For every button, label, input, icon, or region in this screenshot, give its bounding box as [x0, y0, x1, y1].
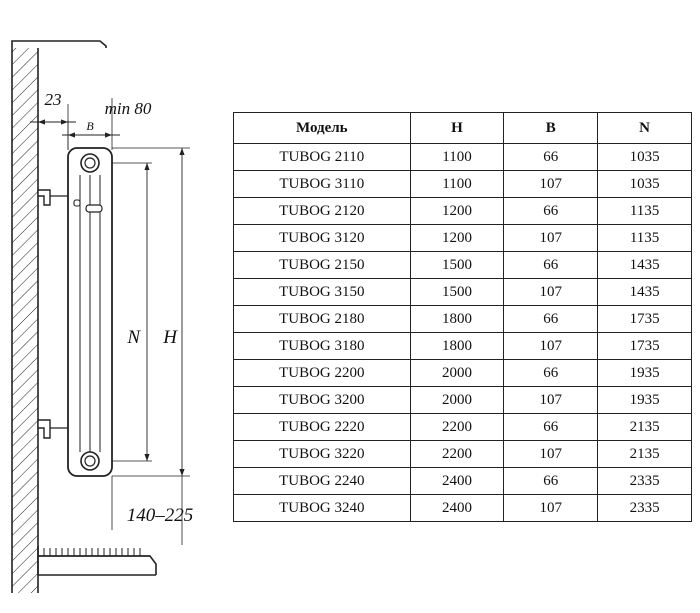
table-row [234, 198, 692, 225]
column-header-model: Модель [234, 113, 411, 144]
cell-b: 66 [504, 198, 598, 225]
table-row [234, 171, 692, 198]
cell-n: 1735 [598, 333, 692, 360]
cell-model: TUBOG 3150 [234, 279, 411, 306]
cell-b: 66 [504, 414, 598, 441]
cell-h: 2000 [410, 360, 504, 387]
cell-b: 107 [504, 387, 598, 414]
cell-b: 107 [504, 171, 598, 198]
cell-h: 1800 [410, 333, 504, 360]
dimension-n [112, 163, 152, 461]
wall-hatch [12, 48, 38, 593]
cell-n: 1435 [598, 252, 692, 279]
dimension-min-80 [62, 98, 152, 150]
cell-h: 1500 [410, 279, 504, 306]
table-row [234, 387, 692, 414]
cell-n: 1435 [598, 279, 692, 306]
table-header-row [234, 113, 692, 144]
wall-bracket-upper [38, 190, 68, 205]
table-row [234, 468, 692, 495]
dimension-n-text: N [127, 327, 140, 348]
cell-n: 1935 [598, 360, 692, 387]
cell-model: TUBOG 3200 [234, 387, 411, 414]
cell-n: 2135 [598, 414, 692, 441]
cell-h: 2200 [410, 441, 504, 468]
dimension-min-80-label: min 80 [104, 99, 152, 118]
table-row [234, 360, 692, 387]
radiator-model-spec-table-wrap [233, 112, 692, 522]
cell-model: TUBOG 3240 [234, 495, 411, 522]
cell-h: 2400 [410, 495, 504, 522]
column-header-b: B [504, 113, 598, 144]
cell-h: 1200 [410, 225, 504, 252]
table-row [234, 144, 692, 171]
cell-b: 107 [504, 279, 598, 306]
cell-b: 66 [504, 468, 598, 495]
cell-b: 66 [504, 306, 598, 333]
column-header-n: N [598, 113, 692, 144]
dimension-b-label: B [86, 119, 94, 133]
table-row [234, 279, 692, 306]
table-row [234, 441, 692, 468]
cell-b: 66 [504, 360, 598, 387]
dimension-h-text: H [163, 327, 177, 348]
cell-model: TUBOG 2110 [234, 144, 411, 171]
cell-n: 1935 [598, 387, 692, 414]
table-row [234, 225, 692, 252]
cell-h: 1100 [410, 144, 504, 171]
cell-b: 107 [504, 225, 598, 252]
cell-b: 107 [504, 441, 598, 468]
cell-model: TUBOG 2200 [234, 360, 411, 387]
cell-model: TUBOG 3180 [234, 333, 411, 360]
cell-model: TUBOG 2150 [234, 252, 411, 279]
table-row [234, 306, 692, 333]
table-row [234, 414, 692, 441]
table-row [234, 252, 692, 279]
dimension-floor-distance [112, 476, 193, 545]
radiator-body [68, 148, 112, 476]
column-header-h: H [410, 113, 504, 144]
cell-n: 1735 [598, 306, 692, 333]
cell-n: 2335 [598, 495, 692, 522]
cell-model: TUBOG 2240 [234, 468, 411, 495]
cell-n: 2135 [598, 441, 692, 468]
ceiling-line [12, 41, 106, 48]
radiator-wall-mount-drawing [0, 0, 235, 613]
table-row [234, 495, 692, 522]
cell-n: 1035 [598, 171, 692, 198]
cell-b: 107 [504, 495, 598, 522]
wall-bracket-lower [38, 420, 68, 438]
cell-model: TUBOG 2220 [234, 414, 411, 441]
dimension-23-label: 23 [44, 90, 62, 109]
cell-h: 2400 [410, 468, 504, 495]
cell-h: 2000 [410, 387, 504, 414]
cell-h: 1800 [410, 306, 504, 333]
cell-h: 1100 [410, 171, 504, 198]
cell-n: 2335 [598, 468, 692, 495]
cell-model: TUBOG 3220 [234, 441, 411, 468]
cell-n: 1135 [598, 198, 692, 225]
cell-h: 2200 [410, 414, 504, 441]
radiator-model-spec-table [233, 112, 692, 522]
cell-b: 66 [504, 144, 598, 171]
dimension-h [112, 148, 190, 476]
cell-model: TUBOG 3110 [234, 171, 411, 198]
cell-h: 1500 [410, 252, 504, 279]
cell-b: 66 [504, 252, 598, 279]
cell-h: 1200 [410, 198, 504, 225]
cell-model: TUBOG 2120 [234, 198, 411, 225]
cell-b: 107 [504, 333, 598, 360]
floor-line [38, 546, 156, 575]
cell-model: TUBOG 3120 [234, 225, 411, 252]
cell-model: TUBOG 2180 [234, 306, 411, 333]
dimension-floor-distance-label: 140–225 [126, 505, 194, 526]
cell-n: 1035 [598, 144, 692, 171]
cell-n: 1135 [598, 225, 692, 252]
table-row [234, 333, 692, 360]
